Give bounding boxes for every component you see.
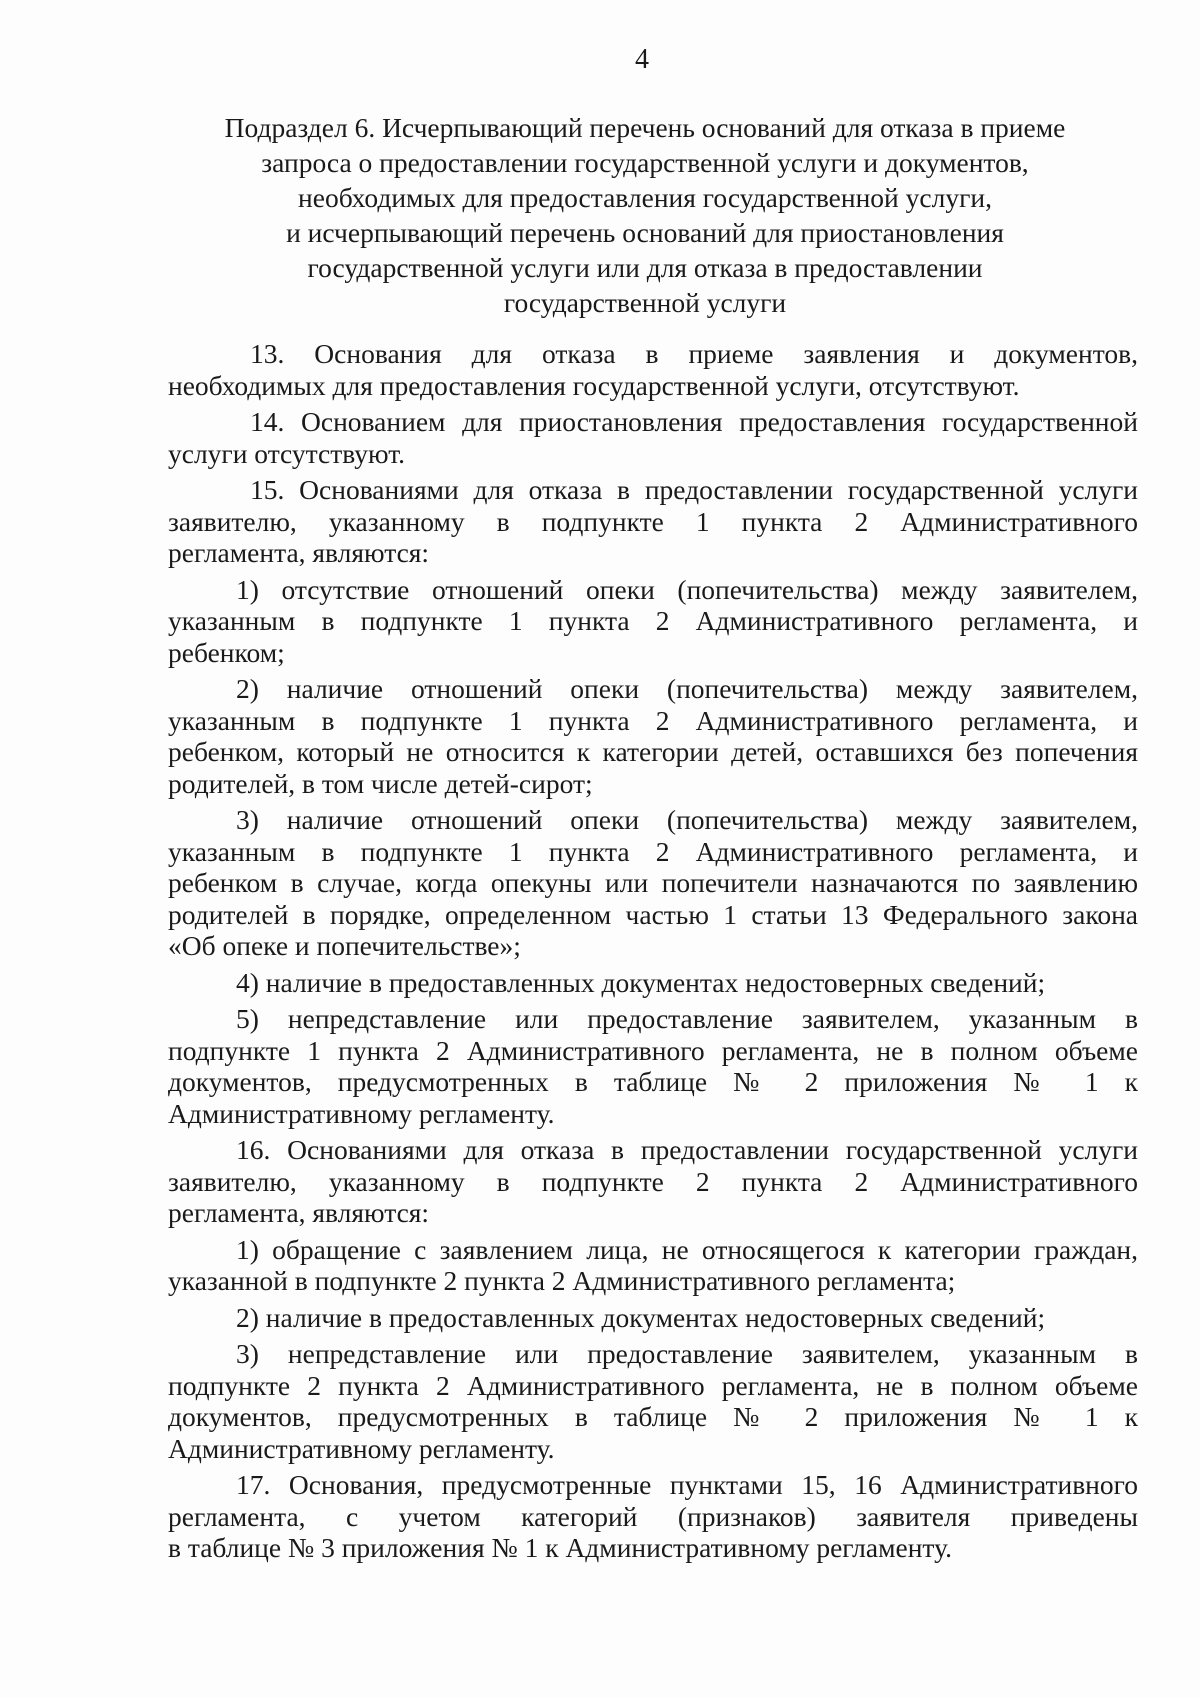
heading-line: государственной услуги или для отказа в предоставлении xyxy=(307,252,983,283)
heading-line: и исчерпывающий перечень оснований для приостановления xyxy=(286,217,1004,248)
paragraph-line: регламента, с учетом категорий (признаков) заявителя приведены xyxy=(168,1500,1138,1532)
paragraph-line: услуги отсутствуют. xyxy=(168,437,406,469)
paragraph-line: документов, предусмотренных в таблице № 2 приложения № 1 к xyxy=(168,1066,1138,1097)
paragraph-line: ребенком; xyxy=(168,636,285,668)
paragraph-line: 17. Основания, предусмотренные пунктами 15, 16 Административного xyxy=(236,1469,1138,1500)
heading-line: государственной услуги xyxy=(503,287,787,318)
paragraph-line: 2) наличие в предоставленных документах недостоверных сведений; xyxy=(236,1301,1046,1333)
paragraph-line: в таблице № 3 приложения № 1 к Административному регламенту. xyxy=(168,1532,952,1563)
paragraph-line: 2) наличие отношений опеки (попечительства) между заявителем, xyxy=(236,673,1138,704)
paragraph-line: «Об опеке и попечительстве»; xyxy=(168,930,521,961)
paragraph-line: 15. Основаниями для отказа в предоставлении государственной услуги xyxy=(250,474,1138,505)
paragraph-line: документов, предусмотренных в таблице № 2 приложения № 1 к xyxy=(168,1401,1138,1432)
paragraph-line: ребенком в случае, когда опекуны или попечители назначаются по заявлению xyxy=(168,867,1138,898)
heading-line: необходимых для предоставления государственной услуги, xyxy=(298,182,992,213)
heading-line: запроса о предоставлении государственной услуги и документов, xyxy=(261,147,1029,178)
paragraph-line: 13. Основания для отказа в приеме заявления и документов, xyxy=(250,338,1138,369)
document-body xyxy=(168,338,1138,1564)
paragraph-line: 1) обращение с заявлением лица, не относящегося к категории граждан, xyxy=(236,1233,1138,1265)
paragraph-line: родителей в порядке, определенном частью 1 статьи 13 Федерального закона xyxy=(168,898,1138,930)
paragraph-line: заявителю, указанному в подпункте 2 пункта 2 Административного xyxy=(168,1165,1138,1197)
paragraph-line: Административному регламенту. xyxy=(168,1432,555,1464)
section-heading xyxy=(200,110,1090,320)
paragraph-line: необходимых для предоставления государственной услуги, отсутствуют. xyxy=(168,369,1020,401)
paragraph-line: 3) наличие отношений опеки (попечительства) между заявителем, xyxy=(236,804,1138,835)
paragraph-line: 4) наличие в предоставленных документах недостоверных сведений; xyxy=(236,966,1046,998)
paragraph-line: 5) непредставление или предоставление заявителем, указанным в xyxy=(236,1003,1138,1034)
paragraph-line: 14. Основанием для приостановления предоставления государственной xyxy=(250,406,1138,437)
paragraph-line: ребенком, который не относится к категории детей, оставшихся без попечения xyxy=(168,736,1138,767)
paragraph-line: указанной в подпункте 2 пункта 2 Административного регламента; xyxy=(168,1265,956,1296)
paragraph-line: указанным в подпункте 1 пункта 2 Административного регламента, и xyxy=(168,704,1138,736)
heading-line: Подраздел 6. Исчерпывающий перечень оснований для отказа в приеме xyxy=(224,112,1066,143)
paragraph-line: Административному регламенту. xyxy=(168,1097,555,1129)
paragraph-line: указанным в подпункте 1 пункта 2 Административного регламента, и xyxy=(168,605,1138,636)
paragraph-line: 3) непредставление или предоставление заявителем, указанным в xyxy=(236,1338,1138,1369)
paragraph-line: родителей, в том числе детей-сирот; xyxy=(168,767,593,799)
paragraph-line: указанным в подпункте 1 пункта 2 Административного регламента, и xyxy=(168,835,1138,867)
paragraph-line: 16. Основаниями для отказа в предоставлении государственной услуги xyxy=(236,1134,1138,1165)
paragraph-line: регламента, являются: xyxy=(168,1197,430,1228)
paragraph-line: подпункте 2 пункта 2 Административного регламента, не в полном объеме xyxy=(168,1369,1138,1401)
page-number: 4 xyxy=(635,44,649,75)
paragraph-line: 1) отсутствие отношений опеки (попечительства) между заявителем, xyxy=(236,573,1138,605)
paragraph-line: подпункте 1 пункта 2 Административного регламента, не в полном объеме xyxy=(168,1034,1138,1066)
paragraph-line: заявителю, указанному в подпункте 1 пункта 2 Административного xyxy=(168,505,1138,537)
paragraph-line: регламента, являются: xyxy=(168,537,430,568)
